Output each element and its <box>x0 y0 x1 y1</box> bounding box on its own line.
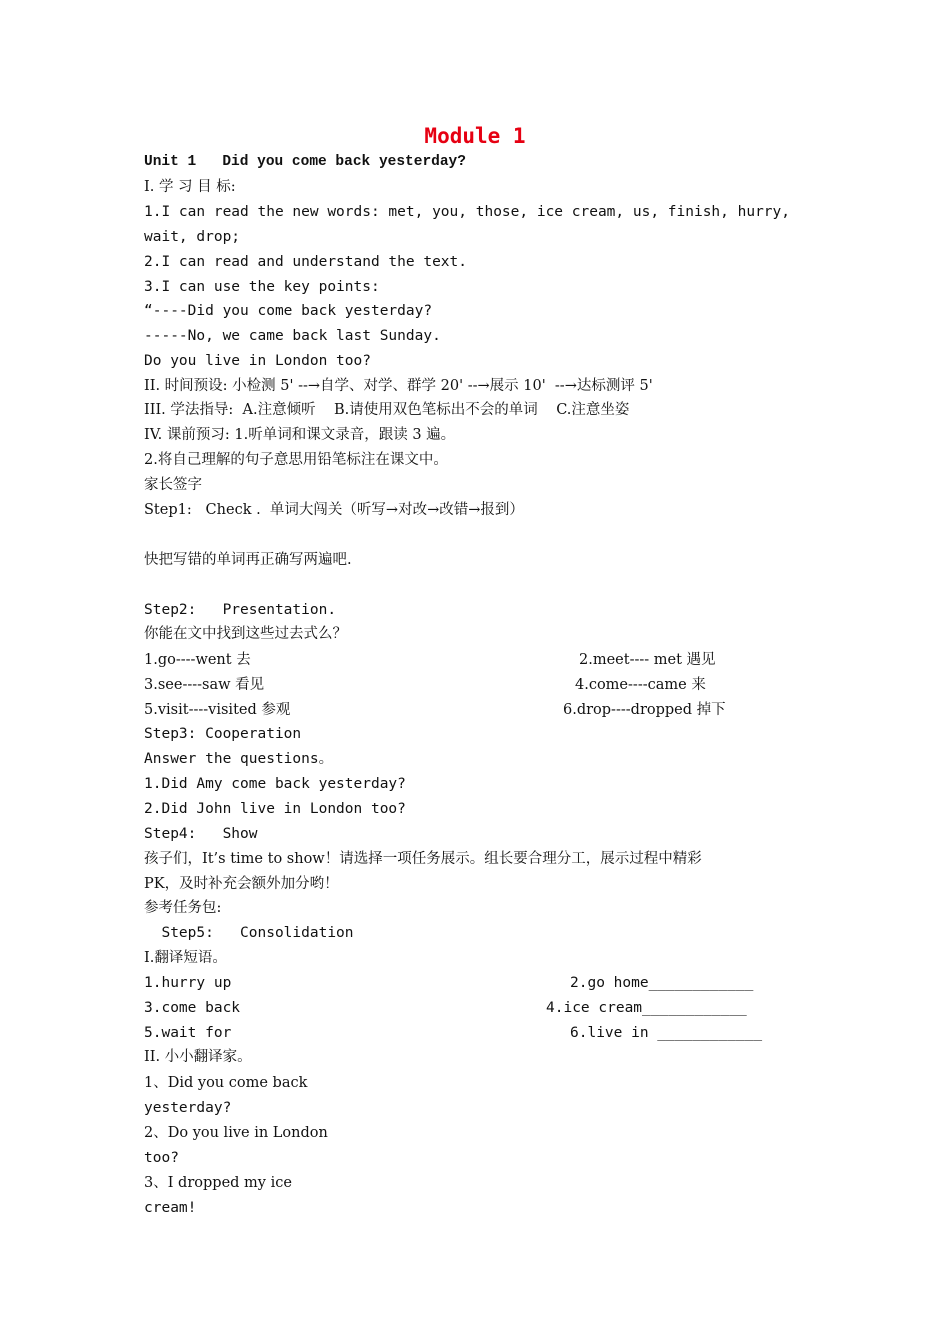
phrase-left: 1.hurry up <box>144 975 232 991</box>
parent-signature: 家长签字 <box>144 477 202 493</box>
phrase-left: 5.wait for <box>144 1025 232 1041</box>
word-pair-right: 2.meet---- met 遇见 <box>579 652 716 668</box>
sentence-3-line-a: 3、I dropped my ice <box>144 1175 292 1191</box>
word-pair-right: 6.drop----dropped 掉下 <box>563 702 726 718</box>
step-3: Step3: Cooperation <box>144 726 302 742</box>
task-pack: 参考任务包: <box>144 900 222 916</box>
show-text-2: PK，及时补充会额外加分哟！ <box>144 876 339 892</box>
show-text-1: 孩子们，It’s time to show！请选择一项任务展示。组长要合理分工，展示过程中精彩 <box>144 851 702 867</box>
goal-3: 3.I can use the key points: <box>144 279 380 295</box>
phrase-right: 4.ice cream____________ <box>546 1000 747 1016</box>
key-point-3: Do you live in London too? <box>144 353 371 369</box>
sentence-2-line-b: too? <box>144 1150 179 1166</box>
rewrite-instruction: 快把写错的单词再正确写两遍吧. <box>144 552 352 568</box>
study-method: III. 学法指导: A.注意倾听 B.请使用双色笔标出不会的单词 C.注意坐姿 <box>144 402 630 418</box>
step-1: Step1: Check . 单词大闯关（听写→对改→改错→报到） <box>144 502 524 518</box>
unit-title: Unit 1 Did you come back yesterday? <box>144 154 466 170</box>
preview-2: 2.将自己理解的句子意思用铅笔标注在课文中。 <box>144 452 448 468</box>
goal-1-line-a: 1.I can read the new words: met, you, those, ice cream, us, finish, hurry, <box>144 204 791 220</box>
translate-heading: I.翻译短语。 <box>144 950 227 966</box>
goal-1-line-b: wait, drop; <box>144 229 241 245</box>
sentence-1-line-a: 1、Did you come back <box>144 1075 308 1091</box>
sentence-1-line-b: yesterday? <box>144 1100 232 1116</box>
phrase-right: 6.live in ____________ <box>570 1025 763 1041</box>
word-pair-left: 5.visit----visited 参观 <box>144 702 291 718</box>
page-title: Module 1 <box>424 124 526 148</box>
sentence-2-line-a: 2、Do you live in London <box>144 1125 328 1141</box>
goals-heading: I. 学 习 目 标: <box>144 179 236 195</box>
key-point-2: -----No, we came back last Sunday. <box>144 328 441 344</box>
step-5: Step5: Consolidation <box>144 925 354 941</box>
word-pair-left: 3.see----saw 看见 <box>144 677 265 693</box>
answer-instruction: Answer the questions。 <box>144 751 334 767</box>
step-4: Step4: Show <box>144 826 258 842</box>
question-2: 2.Did John live in London too? <box>144 801 406 817</box>
word-pair-left: 1.go----went 去 <box>144 652 251 668</box>
step-2: Step2: Presentation. <box>144 602 337 618</box>
time-plan: II. 时间预设: 小检测 5' --→自学、对学、群学 20' --→展示 10' --→达标测评 5' <box>144 378 653 394</box>
word-pair-right: 4.come----came 来 <box>575 677 706 693</box>
translator-heading: II. 小小翻译家。 <box>144 1049 252 1065</box>
phrase-left: 3.come back <box>144 1000 241 1016</box>
sentence-3-line-b: cream! <box>144 1200 197 1216</box>
find-past-tense: 你能在文中找到这些过去式么？ <box>144 626 347 642</box>
goal-2: 2.I can read and understand the text. <box>144 254 468 270</box>
phrase-right: 2.go home____________ <box>570 975 754 991</box>
question-1: 1.Did Amy come back yesterday? <box>144 776 406 792</box>
preview-1: IV. 课前预习: 1.听单词和课文录音，跟读 3 遍。 <box>144 427 456 443</box>
key-point-1: “----Did you come back yesterday? <box>144 303 433 319</box>
